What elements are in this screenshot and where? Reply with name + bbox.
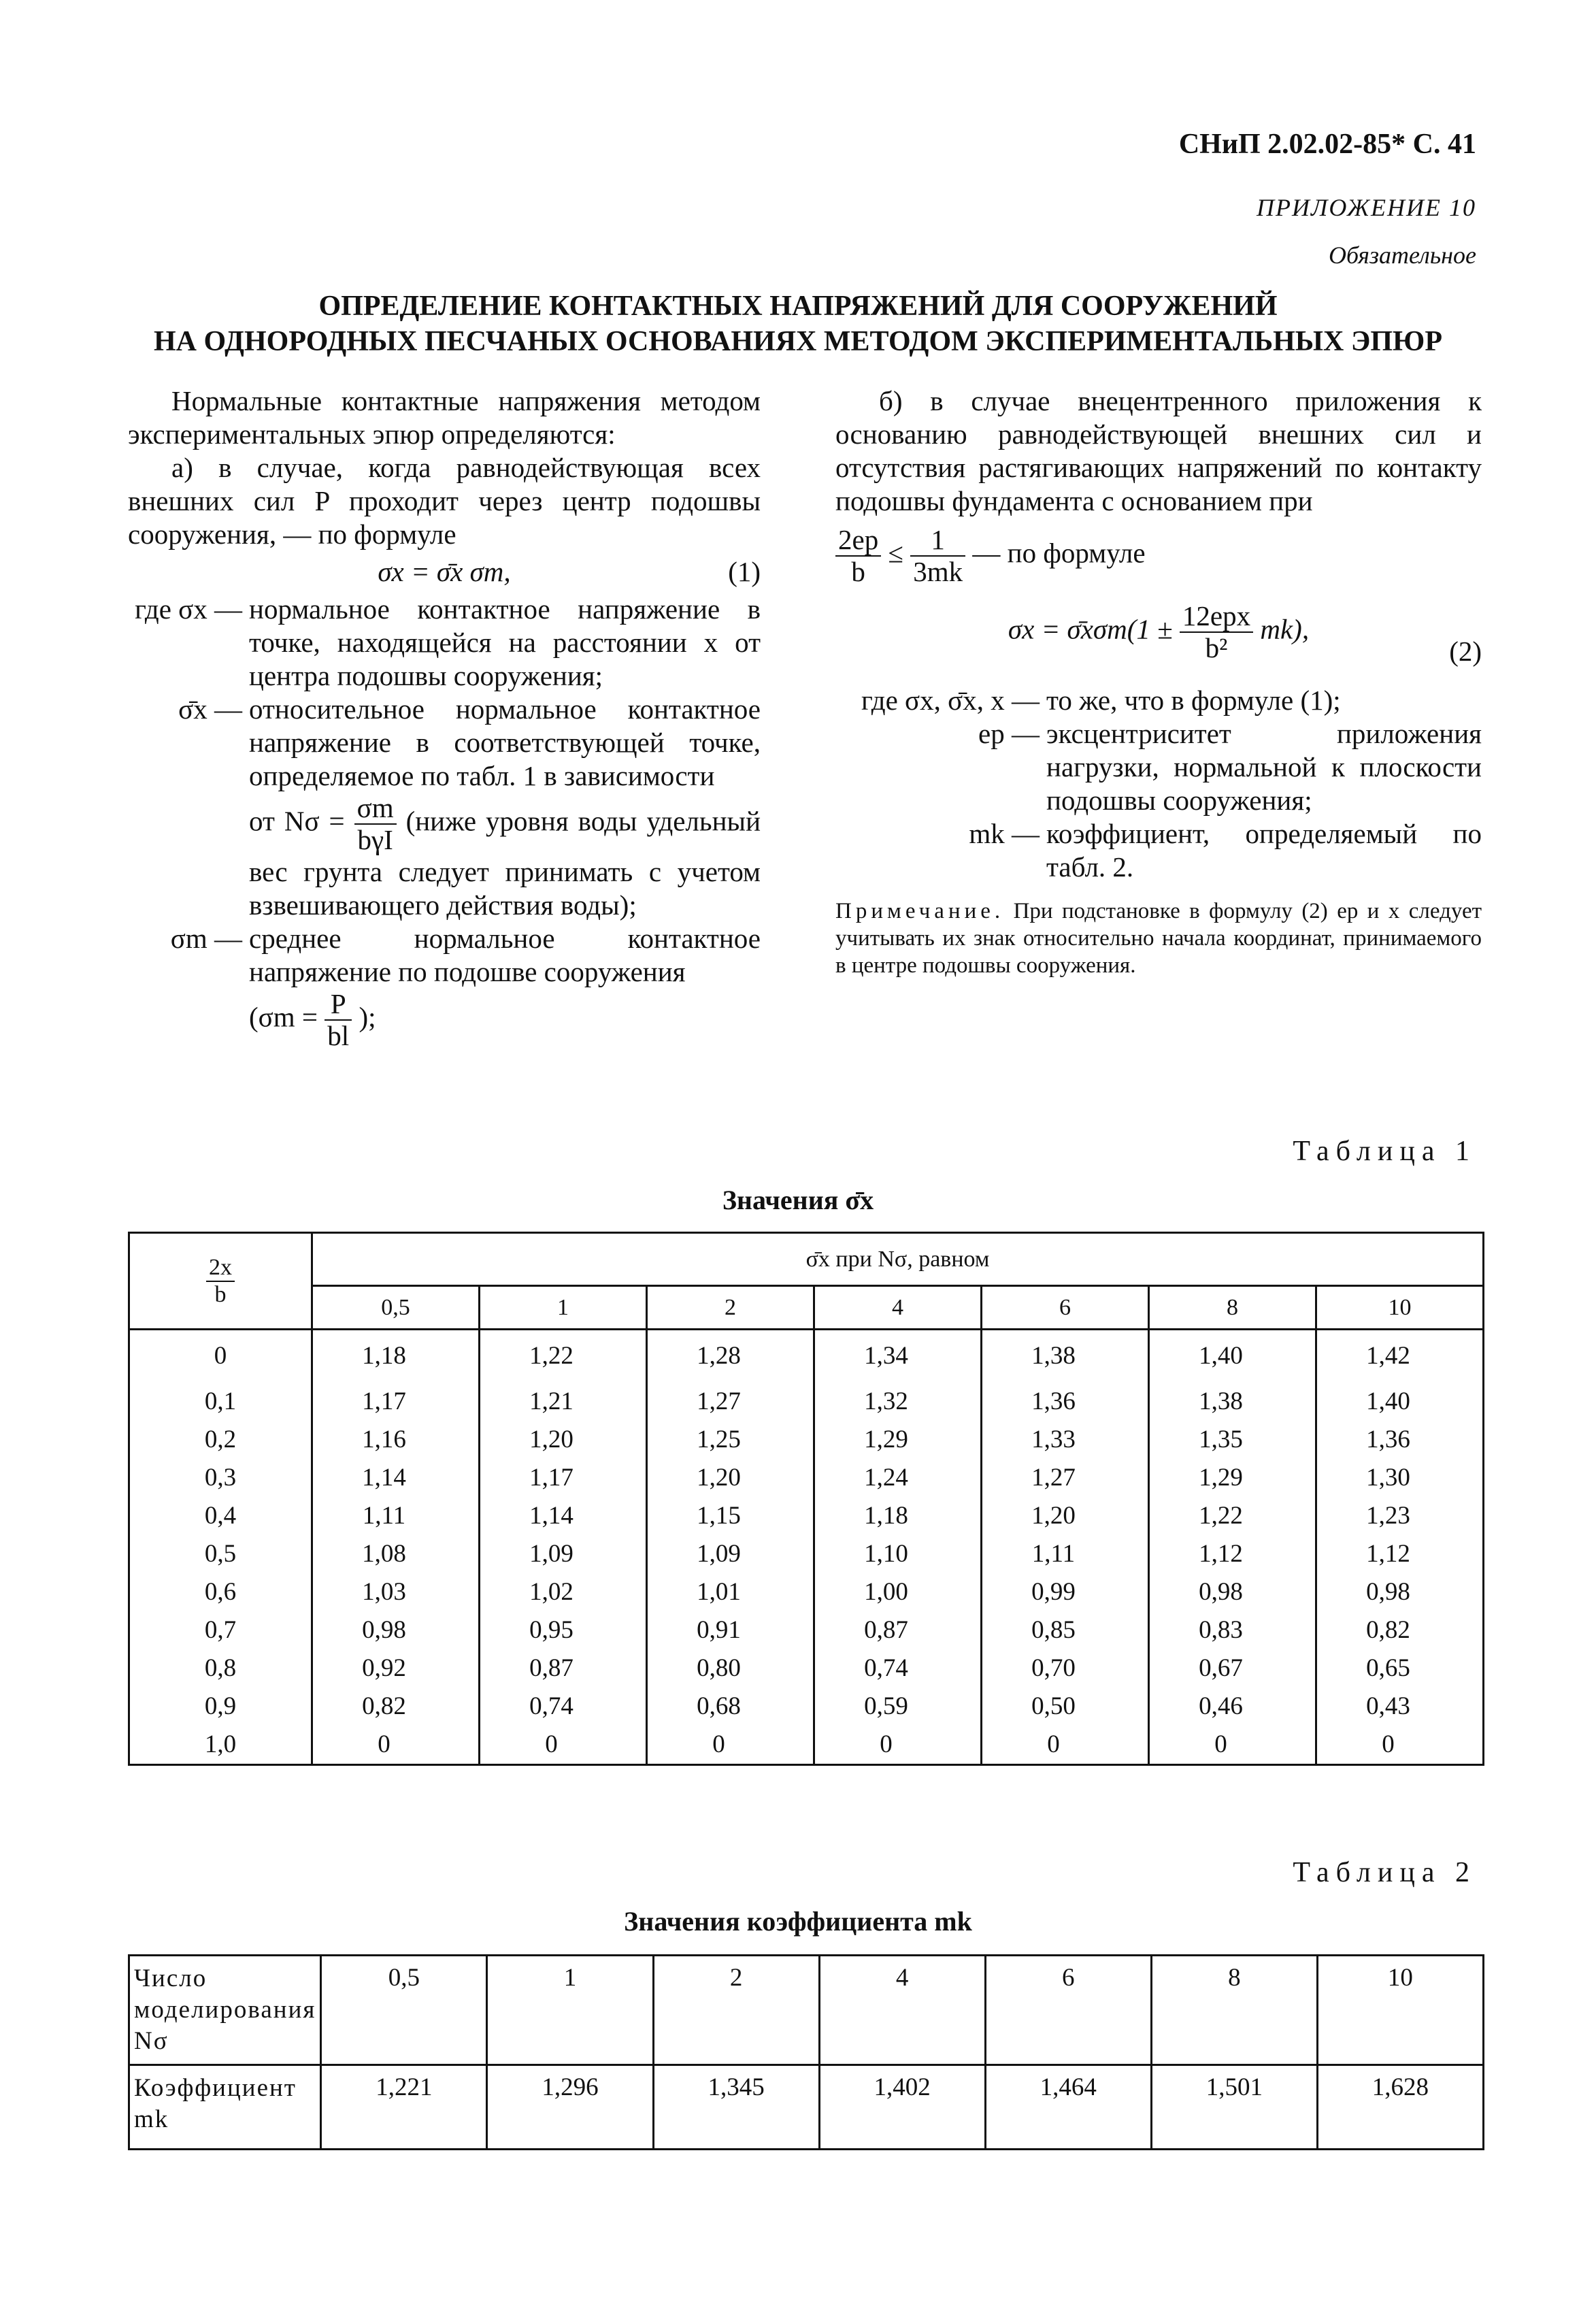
table-1-corner-header <box>129 1233 312 1330</box>
table-cell: 1,02 <box>480 1573 647 1611</box>
definition-label: σ̄x — <box>178 693 242 725</box>
fraction-denominator: bγI <box>357 824 393 856</box>
table-cell: 1,42 <box>1316 1330 1484 1383</box>
table-cell: 0 <box>982 1726 1149 1765</box>
table-2-row-coefficient <box>129 2065 1484 2150</box>
table-cell: 1,22 <box>480 1330 647 1383</box>
table-cell: 1,14 <box>480 1497 647 1535</box>
table-row-header: 0,2 <box>129 1421 312 1459</box>
fraction-denominator: b <box>851 556 865 588</box>
table-2-row-modeling-number <box>129 1956 1484 2065</box>
table-cell: 0 <box>647 1726 814 1765</box>
table-cell: 1,29 <box>1149 1459 1316 1497</box>
table-row <box>129 1421 1484 1459</box>
sigma-m-formula-prefix: (σm = <box>249 1001 318 1033</box>
table-cell: 1,14 <box>312 1459 480 1497</box>
table-1-group-header: σ̄x при Nσ, равном <box>312 1233 1484 1286</box>
condition-formula <box>835 525 1482 587</box>
table-cell: 1,11 <box>312 1497 480 1535</box>
table-cell: 0,95 <box>480 1611 647 1649</box>
table-cell: 1,22 <box>1149 1497 1316 1535</box>
table-cell: 1,35 <box>1149 1421 1316 1459</box>
definition-coefficient <box>835 817 1482 884</box>
title-line-1: ОПРЕДЕЛЕНИЕ КОНТАКТНЫХ НАПРЯЖЕНИЙ ДЛЯ СООРУЖЕНИЙ <box>318 291 1278 322</box>
table-cell: 0,74 <box>480 1688 647 1726</box>
definition-text: нормальное контактное напряжение в точке, находящейся на расстоянии x от центра подошвы сооружения; <box>249 593 761 691</box>
table-cell: 1,11 <box>982 1535 1149 1573</box>
table-cell: 1,23 <box>1316 1497 1484 1535</box>
definition-text: то же, что в формуле (1); <box>1046 685 1341 717</box>
table-row <box>129 1573 1484 1611</box>
formula-2-suffix: mk), <box>1260 613 1310 645</box>
table-cell: 0,68 <box>647 1688 814 1726</box>
definition-relative-sigma <box>128 693 761 922</box>
table-cell: 0,92 <box>312 1649 480 1688</box>
table-row-header: 0,3 <box>129 1459 312 1497</box>
table-cell: 0,82 <box>1316 1611 1484 1649</box>
definition-text-continued: (ниже уровня воды удельный вес грунта следует принимать с учетом взвешивающего действия воды); <box>249 805 761 921</box>
fraction-denominator: bl <box>327 1020 350 1052</box>
table-row-header: 0,1 <box>129 1383 312 1421</box>
table-2-title: Значения коэффициента mk <box>624 1906 972 1937</box>
table-row <box>129 1649 1484 1688</box>
definition-text: относительное нормальное контактное напряжение в соответствующей точке, определяемое по табл. 1 в зависимости <box>249 693 761 791</box>
table-row-header: 0,4 <box>129 1497 312 1535</box>
table-cell: 0 <box>1149 1726 1316 1765</box>
condition-fraction-2 <box>910 525 965 587</box>
table-row <box>129 1611 1484 1649</box>
table-cell: 1,17 <box>312 1383 480 1421</box>
table-cell: 0,74 <box>814 1649 982 1688</box>
fraction-numerator: 1 <box>910 525 965 557</box>
table-cell: 1,03 <box>312 1573 480 1611</box>
table-cell: 1,20 <box>647 1459 814 1497</box>
table-1-column-header: 6 <box>982 1286 1149 1330</box>
table-row-header: 0,7 <box>129 1611 312 1649</box>
table-cell: 0,87 <box>480 1649 647 1688</box>
table-row-header: 1,0 <box>129 1726 312 1765</box>
appendix-label: ПРИЛОЖЕНИЕ 10 <box>1257 194 1476 221</box>
table-cell: 0,98 <box>312 1611 480 1649</box>
definition-label: ep — <box>978 718 1040 750</box>
table-row <box>129 1497 1484 1535</box>
definition-label: σm — <box>170 923 242 955</box>
table-cell: 1,40 <box>1316 1383 1484 1421</box>
table-cell: 1,17 <box>480 1459 647 1497</box>
table-cell: 1,27 <box>982 1459 1149 1497</box>
table-cell: 0,65 <box>1316 1649 1484 1688</box>
table-row-header: 0 <box>129 1330 312 1383</box>
table-cell: 1,501 <box>1151 2065 1317 2150</box>
formula-1-expression: σx = σ̄x σm, <box>378 556 511 587</box>
table-cell: 1,16 <box>312 1421 480 1459</box>
table-cell: 1,18 <box>312 1330 480 1383</box>
table-1-title: Значения σ̄x <box>722 1185 874 1215</box>
table-cell: 1,09 <box>480 1535 647 1573</box>
table-cell: 0,87 <box>814 1611 982 1649</box>
table-cell: 0,83 <box>1149 1611 1316 1649</box>
table-cell: 2 <box>653 1956 819 2065</box>
fraction-numerator: P <box>325 989 352 1021</box>
table-cell: 0 <box>480 1726 647 1765</box>
table-cell: 1,628 <box>1317 2065 1483 2150</box>
left-column <box>128 384 761 1051</box>
table-2 <box>128 1954 1484 2150</box>
page-title <box>0 289 1596 359</box>
table-cell: 1,402 <box>819 2065 985 2150</box>
case-a-paragraph: а) в случае, когда равнодействующая всех внешних сил P проходит через центр подошвы сооружения, — по формуле <box>128 452 761 550</box>
table-cell: 1,09 <box>647 1535 814 1573</box>
table-cell: 0,5 <box>321 1956 487 2065</box>
fraction-denominator: b² <box>1205 632 1228 664</box>
table-row <box>129 1688 1484 1726</box>
table-1-body <box>129 1330 1484 1765</box>
table-cell: 1,345 <box>653 2065 819 2150</box>
table-cell: 0 <box>1316 1726 1484 1765</box>
table-cell: 1,36 <box>982 1383 1149 1421</box>
definition-same <box>835 684 1482 717</box>
table-cell: 10 <box>1317 1956 1483 2065</box>
table-cell: 1,221 <box>321 2065 487 2150</box>
table-row-header: 0,5 <box>129 1535 312 1573</box>
table-cell: 1,27 <box>647 1383 814 1421</box>
table-cell: 0,85 <box>982 1611 1149 1649</box>
sigma-m-fraction <box>325 989 352 1051</box>
table-cell: 0,98 <box>1316 1573 1484 1611</box>
table-cell: 1,12 <box>1316 1535 1484 1573</box>
table-cell: 1,32 <box>814 1383 982 1421</box>
table-2-caption: Таблица 2 <box>1293 1857 1476 1888</box>
table-cell: 1,464 <box>985 2065 1151 2150</box>
table-cell: 1,36 <box>1316 1421 1484 1459</box>
fraction-denominator: b <box>214 1281 227 1307</box>
table-cell: 1,00 <box>814 1573 982 1611</box>
formula-1-number: (1) <box>728 556 761 587</box>
table-cell: 1,38 <box>982 1330 1149 1383</box>
table-cell: 1,12 <box>1149 1535 1316 1573</box>
table-cell: 8 <box>1151 1956 1317 2065</box>
note-text: При подстановке в формулу (2) ep и x следует учитывать их знак относительно начала координат, принимаемого в центре подошвы сооружения. <box>835 899 1482 978</box>
table-cell: 0,91 <box>647 1611 814 1649</box>
table-cell: 0,43 <box>1316 1688 1484 1726</box>
formula-2-fraction <box>1180 601 1253 663</box>
table-1-column-header: 10 <box>1316 1286 1484 1330</box>
less-equal-sign: ≤ <box>888 537 903 569</box>
table-1-column-header: 8 <box>1149 1286 1316 1330</box>
definition-text: коэффициент, определяемый по табл. 2. <box>1046 818 1482 883</box>
fraction-numerator: 12epx <box>1180 601 1253 633</box>
intro-paragraph: Нормальные контактные напряжения методом экспериментальных эпюр определяются: <box>128 385 761 450</box>
table-cell: 0 <box>312 1726 480 1765</box>
table-cell: 1,18 <box>814 1497 982 1535</box>
table-cell: 6 <box>985 1956 1151 2065</box>
table-cell: 0,80 <box>647 1649 814 1688</box>
table-cell: 0,59 <box>814 1688 982 1726</box>
table-cell: 0,82 <box>312 1688 480 1726</box>
table-row-header: 0,6 <box>129 1573 312 1611</box>
table-cell: 0 <box>814 1726 982 1765</box>
definition-eccentricity <box>835 717 1482 817</box>
table-cell: 1,34 <box>814 1330 982 1383</box>
table-cell: 1,15 <box>647 1497 814 1535</box>
table-cell: 0,50 <box>982 1688 1149 1726</box>
table-cell: 0,98 <box>1149 1573 1316 1611</box>
table-cell: 1,33 <box>982 1421 1149 1459</box>
case-b-paragraph: б) в случае внецентренного приложения к основанию равнодействующей внешних сил и отсутствия растягивающих напряжений по контакту подошвы фундамента с основанием при <box>835 385 1482 516</box>
table-cell: 1,28 <box>647 1330 814 1383</box>
table-cell: 0,46 <box>1149 1688 1316 1726</box>
table-1 <box>128 1232 1484 1766</box>
table-1-column-header: 0,5 <box>312 1286 480 1330</box>
table-cell: 1,01 <box>647 1573 814 1611</box>
formula-2-prefix: σx = σ̄xσm(1 ± <box>1008 613 1173 645</box>
table-1-column-headers <box>129 1286 1484 1330</box>
table-1-column-header: 2 <box>647 1286 814 1330</box>
definition-label: где σx — <box>135 593 242 625</box>
fraction-numerator: 2ep <box>835 525 881 557</box>
table-cell: 1,10 <box>814 1535 982 1573</box>
table-cell: 4 <box>819 1956 985 2065</box>
table-cell: 1,30 <box>1316 1459 1484 1497</box>
table-1-column-header: 1 <box>480 1286 647 1330</box>
page-header: СНиП 2.02.02-85* С. 41 <box>1178 129 1476 160</box>
note-label: Примечание. <box>835 899 1005 924</box>
fraction-numerator: σm <box>354 793 397 825</box>
definition-text: среднее нормальное контактное напряжение по подошве сооружения <box>249 923 761 988</box>
definition-sigma-x <box>128 593 761 693</box>
table-2-row-label: Число моделирования Nσ <box>129 1956 321 2065</box>
table-2-row-label: Коэффициент mk <box>129 2065 321 2150</box>
n-sigma-formula-prefix: от Nσ = <box>249 805 345 837</box>
table-row <box>129 1330 1484 1383</box>
table-cell: 1,08 <box>312 1535 480 1573</box>
table-row <box>129 1535 1484 1573</box>
condition-fraction-1 <box>835 525 881 587</box>
definition-label: mk — <box>969 818 1040 850</box>
table-cell: 0,99 <box>982 1573 1149 1611</box>
fraction-numerator: 2x <box>206 1255 235 1281</box>
right-column <box>835 384 1482 979</box>
table-cell: 1,296 <box>487 2065 653 2150</box>
table-row-header: 0,9 <box>129 1688 312 1726</box>
table-cell: 1 <box>487 1956 653 2065</box>
formula-1 <box>128 555 761 589</box>
table-cell: 1,20 <box>480 1421 647 1459</box>
table-cell: 1,29 <box>814 1421 982 1459</box>
n-sigma-fraction <box>354 793 397 855</box>
sigma-m-formula-suffix: ); <box>359 1001 376 1033</box>
table-row <box>129 1383 1484 1421</box>
definition-text: эксцентриситет приложения нагрузки, нормальной к плоскости подошвы сооружения; <box>1046 718 1482 817</box>
table-cell: 0,70 <box>982 1649 1149 1688</box>
table-row <box>129 1459 1484 1497</box>
table-cell: 1,24 <box>814 1459 982 1497</box>
definition-label: где σx, σ̄x, x — <box>861 685 1040 717</box>
condition-tail: — по формуле <box>972 537 1146 569</box>
table-1-caption: Таблица 1 <box>1293 1136 1476 1167</box>
table-cell: 1,40 <box>1149 1330 1316 1383</box>
fraction-denominator: 3mk <box>913 556 963 588</box>
formula-2 <box>835 600 1482 668</box>
appendix-status: Обязательное <box>1329 242 1476 269</box>
title-line-2: НА ОДНОРОДНЫХ ПЕСЧАНЫХ ОСНОВАНИЯХ МЕТОДОМ ЭКСПЕРИМЕНТАЛЬНЫХ ЭПЮР <box>154 326 1442 357</box>
table-1-column-header: 4 <box>814 1286 982 1330</box>
table-cell: 0,67 <box>1149 1649 1316 1688</box>
table-row <box>129 1726 1484 1765</box>
definition-sigma-m <box>128 922 761 1051</box>
table-cell: 1,38 <box>1149 1383 1316 1421</box>
table-cell: 1,21 <box>480 1383 647 1421</box>
note <box>835 898 1482 979</box>
table-row-header: 0,8 <box>129 1649 312 1688</box>
table-cell: 1,20 <box>982 1497 1149 1535</box>
formula-2-number: (2) <box>1449 636 1482 668</box>
table-cell: 1,25 <box>647 1421 814 1459</box>
